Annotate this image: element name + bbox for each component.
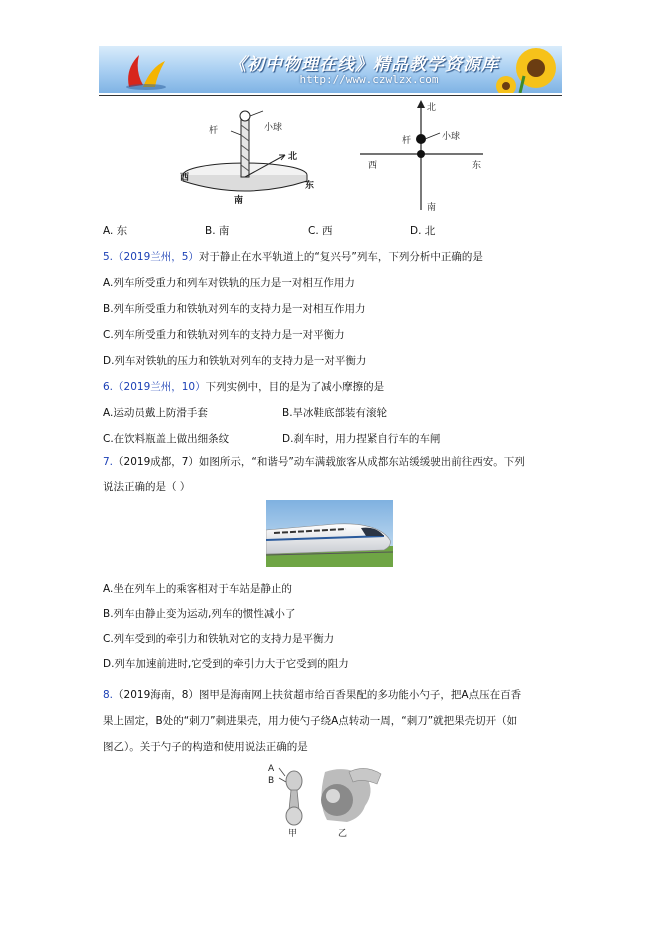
q7-stem-text: （2019成都，7）如图所示，“和谐号”动车满载旅客从成都东站缓缓驶出前往西安。下列 [113, 456, 525, 468]
q7-option-a: A.坐在列车上的乘客相对于车站是静止的 [103, 583, 292, 595]
fig1-label-ball: 小球 [264, 123, 283, 133]
header-url: http://www.czwlzx.com [299, 73, 439, 86]
q5-option-b: B.列车所受重力和铁轨对列车的支持力是一对相互作用力 [103, 303, 366, 315]
q6-number: 6. [103, 381, 114, 393]
q5-option-a: A.列车所受重力和列车对铁轨的压力是一对相互作用力 [103, 277, 355, 289]
q4-option-d: D. 北 [410, 225, 436, 237]
q8-label-jia: 甲 [288, 829, 298, 839]
q7-option-c: C.列车受到的牵引力和铁轨对它的支持力是平衡力 [103, 633, 335, 645]
fig2-label-south: 南 [427, 203, 437, 213]
logo-icon [121, 49, 171, 91]
fig1-label-south: 南 [234, 196, 244, 206]
fig2-label-west: 西 [368, 161, 378, 171]
header-banner [99, 46, 562, 93]
train-photo [266, 500, 393, 567]
q8-label-a: A [268, 764, 275, 774]
q5-option-c: C.列车所受重力和铁轨对列车的支持力是一对平衡力 [103, 329, 345, 341]
q8-stem-text: （2019海南，8）图甲是海南网上扶贫超市给百香果配的多功能小勺子，把A点压在百香 [113, 689, 522, 701]
q7-stem-line1 [103, 455, 525, 469]
q6-source: （2019兰州，10） [113, 381, 206, 393]
fig1-label-west: 西 [180, 173, 190, 183]
q7-option-b: B.列车由静止变为运动,列车的惯性减小了 [103, 608, 296, 620]
q4-option-b: B. 南 [205, 225, 230, 237]
fig2-label-north: 北 [427, 103, 437, 113]
header-title: 《初中物理在线》精品教学资源库 [229, 55, 499, 75]
q7-number: 7. [103, 456, 114, 468]
q4-option-c: C. 西 [308, 225, 333, 237]
fig1-label-pole: 杆 [209, 126, 219, 136]
q8-stem-line3: 图乙）。关于勺子的构造和使用说法正确的是 [103, 741, 308, 753]
q5-stem [103, 250, 483, 264]
q6-stem-text: 下列实例中，目的是为了减小摩擦的是 [205, 381, 385, 393]
q5-number: 5. [103, 251, 114, 263]
fig2-label-ball: 小球 [442, 132, 461, 142]
pole-disc-figure [175, 105, 320, 215]
q8-label-b: B [268, 776, 275, 786]
q5-stem-text: 对于静止在水平轨道上的“复兴号”列车，下列分析中正确的是 [198, 251, 483, 263]
q4-option-a: A. 东 [103, 225, 128, 237]
q6-stem [103, 380, 384, 394]
q5-source: （2019兰州，5） [113, 251, 199, 263]
q8-stem-line1 [103, 688, 521, 702]
q7-stem-line2: 说法正确的是（ ） [103, 481, 191, 493]
q6-option-b: B.旱冰鞋底部装有滚轮 [282, 407, 388, 419]
fig2-label-pole: 杆 [402, 136, 412, 146]
q6-option-a: A.运动员戴上防滑手套 [103, 407, 208, 419]
fig2-label-east: 东 [472, 161, 482, 171]
q8-label-yi: 乙 [338, 829, 348, 839]
header-divider [99, 95, 562, 96]
fig1-label-north: 北 [288, 152, 298, 162]
q6-option-c: C.在饮料瓶盖上做出细条纹 [103, 433, 230, 445]
q6-option-d: D.刹车时，用力捏紧自行车的车闸 [282, 433, 441, 445]
fig1-label-east: 东 [305, 181, 315, 191]
q8-number: 8. [103, 689, 114, 701]
q7-option-d: D.列车加速前进时,它受到的牵引力大于它受到的阻力 [103, 658, 349, 670]
spoon-figure [265, 762, 390, 840]
q5-option-d: D.列车对铁轨的压力和铁轨对列车的支持力是一对平衡力 [103, 355, 367, 367]
q8-stem-line2: 果上固定，B处的“刺刀”刺进果壳，用力使勺子绕A点转动一周，“刺刀”就把果壳切开（如 [103, 715, 518, 727]
compass-figure [345, 95, 485, 215]
